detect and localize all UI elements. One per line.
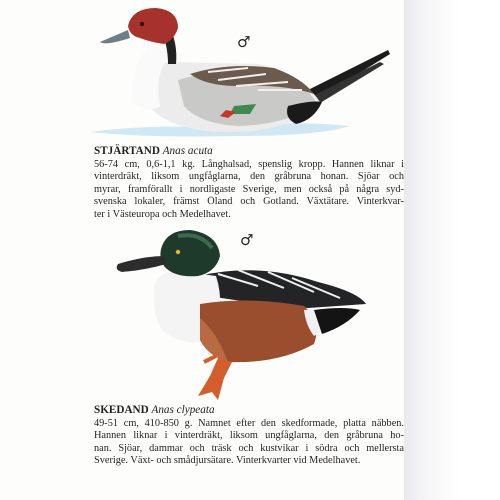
page-gutter	[404, 0, 500, 500]
description-line: ter i Västeuropa och Medelhavet.	[94, 208, 231, 220]
description-line: myrar, framförallt i nordligaste Sverige, men också på några syd-	[94, 183, 404, 195]
description-line: Sverige. Växt- och smådjursätare. Vinterkvarter vid Medelhavet.	[94, 455, 361, 467]
male-symbol: ♂	[237, 33, 251, 51]
entry-heading	[94, 145, 404, 159]
species-entry-shoveler	[94, 404, 404, 468]
shoveler-duck-illustration	[108, 226, 370, 404]
pintail-duck-illustration	[88, 2, 398, 146]
description-line: 49-51 cm, 410-850 g. Namnet efter den skedformade, platta näbben.	[94, 417, 404, 429]
description-line: vinterdräkt, liksom ungfåglarna, den gråbruna honan. Sjöar och	[94, 171, 404, 183]
species-name: STJÄRTAND	[94, 145, 160, 157]
description-line: 56-74 cm, 0,6-1,1 kg. Långhalsad, spenslig kropp. Hannen liknar i	[94, 158, 404, 170]
description-line: svenska lokaler, främst Öland och Gotland. Växtätare. Vinterkvar-	[94, 196, 404, 208]
latin-name: Anas clypeata	[151, 404, 215, 416]
species-entry-pintail	[94, 145, 404, 221]
description-line: Hannen liknar i vinterdräkt, liksom ungfåglarna, den gråbruna ho-	[94, 430, 404, 442]
entry-heading	[94, 404, 404, 418]
species-name: SKEDAND	[94, 404, 149, 416]
male-symbol: ♂	[240, 231, 254, 249]
description-line: nan. Sjöar, dammar och träsk och kustvikar i södra och mellersta	[94, 442, 404, 454]
latin-name: Anas acuta	[162, 145, 213, 157]
